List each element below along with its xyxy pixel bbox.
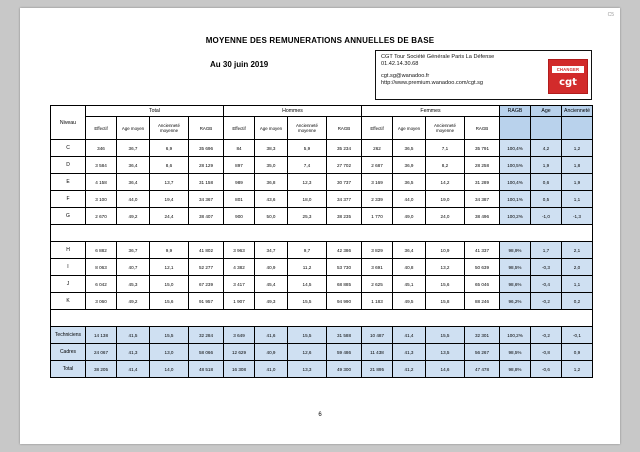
header-extra-age: Age <box>531 106 562 117</box>
cell: 67 239 <box>189 276 224 293</box>
cell: 32 301 <box>465 327 500 344</box>
cell: 56 267 <box>465 344 500 361</box>
table-row <box>51 140 593 157</box>
cell: 38 205 <box>86 361 117 378</box>
cell: 36,8 <box>255 174 288 191</box>
cell-highlight: -0,8 <box>531 344 562 361</box>
cell-highlight: 4,2 <box>531 140 562 157</box>
cell: 801 <box>224 191 255 208</box>
cell-highlight: 0,2 <box>562 293 593 310</box>
cell: 36,7 <box>117 140 150 157</box>
table-row <box>51 242 593 259</box>
cell: 88 246 <box>465 293 500 310</box>
header-total: Total <box>86 106 224 117</box>
cell: 36,4 <box>393 242 426 259</box>
cell: 40,9 <box>255 344 288 361</box>
cell: 14,2 <box>426 174 465 191</box>
page-number: 6 <box>318 412 322 418</box>
cgt-logo-icon <box>548 59 588 94</box>
cell: 36,4 <box>117 157 150 174</box>
cell-highlight: 1,2 <box>562 140 593 157</box>
cell: 30 737 <box>327 174 362 191</box>
cell: 15,8 <box>426 293 465 310</box>
col-total-ragb: RAGB <box>189 117 224 140</box>
cell-highlight: 1,8 <box>562 157 593 174</box>
cell: 6 042 <box>86 276 117 293</box>
cell: 12,6 <box>288 344 327 361</box>
cell: 2 670 <box>86 208 117 225</box>
cell: 2 687 <box>362 157 393 174</box>
cell-highlight: 2,1 <box>562 242 593 259</box>
header-extra-ragb: RAGB <box>500 106 531 117</box>
cell: 13,3 <box>288 361 327 378</box>
document-page <box>20 8 620 444</box>
cell: 94 990 <box>327 293 362 310</box>
cell: 13,5 <box>426 344 465 361</box>
cell-highlight: 100,4% <box>500 174 531 191</box>
contact-lines <box>381 54 494 88</box>
cell: 34 377 <box>327 191 362 208</box>
col-hommes-age: Age moyen <box>255 117 288 140</box>
row-label: Cadres <box>51 344 86 361</box>
cell: 21 895 <box>362 361 393 378</box>
cell: 35 234 <box>327 140 362 157</box>
table-row <box>51 191 593 208</box>
cell: 84 <box>224 140 255 157</box>
cell: 11 438 <box>362 344 393 361</box>
col-hommes-ragb: RAGB <box>327 117 362 140</box>
cell: 91 957 <box>189 293 224 310</box>
cell: 24,0 <box>426 208 465 225</box>
cell: 3 417 <box>224 276 255 293</box>
row-label: K <box>51 293 86 310</box>
cell-highlight: -0,3 <box>531 259 562 276</box>
cell: 27 702 <box>327 157 362 174</box>
table-group-header-row <box>51 106 593 117</box>
table-spacer-row <box>51 310 593 327</box>
cell: 38,3 <box>255 140 288 157</box>
row-label: G <box>51 208 86 225</box>
cell: 15,5 <box>288 327 327 344</box>
cell: 32 284 <box>189 327 224 344</box>
cell: 45,3 <box>117 276 150 293</box>
cell: 4 158 <box>86 174 117 191</box>
cell: 38 407 <box>189 208 224 225</box>
cell: 3 169 <box>362 174 393 191</box>
contact-email: cgt.sg@wanadoo.fr <box>381 72 430 79</box>
cell: 40,9 <box>255 259 288 276</box>
cell: 35 791 <box>465 140 500 157</box>
cell-highlight: 98,5% <box>500 259 531 276</box>
cell-highlight: 100,2% <box>500 208 531 225</box>
cell: 38 235 <box>327 208 362 225</box>
table-row <box>51 276 593 293</box>
col-extra-3 <box>562 117 593 140</box>
cell-highlight: -0,2 <box>531 293 562 310</box>
cell: 14,0 <box>150 361 189 378</box>
cell: 48 518 <box>189 361 224 378</box>
cell-highlight: -0,6 <box>531 361 562 378</box>
cell-highlight: 1,9 <box>531 157 562 174</box>
cell: 49,2 <box>117 208 150 225</box>
cell: 36,5 <box>393 140 426 157</box>
cell-highlight: 96,2% <box>500 293 531 310</box>
col-femmes-anciennete: Ancienneté moyenne <box>426 117 465 140</box>
page-title: MOYENNE DES REMUNERATIONS ANNUELLES DE BASE <box>205 36 435 45</box>
cell: 28 129 <box>189 157 224 174</box>
cell: 36,4 <box>117 174 150 191</box>
cell-highlight: 100,2% <box>500 327 531 344</box>
cell: 14,6 <box>426 361 465 378</box>
col-hommes-anciennete: Ancienneté moyenne <box>288 117 327 140</box>
row-label: Total <box>51 361 86 378</box>
cell: 7,1 <box>426 140 465 157</box>
cell-highlight: 1,1 <box>562 276 593 293</box>
table-row <box>51 293 593 310</box>
cell: 44,0 <box>393 191 426 208</box>
row-label: I <box>51 259 86 276</box>
cell: 40,8 <box>393 259 426 276</box>
cell: 34,7 <box>255 242 288 259</box>
row-label: C <box>51 140 86 157</box>
cell: 41,6 <box>255 327 288 344</box>
cell-highlight: 100,1% <box>500 191 531 208</box>
cell: 34 387 <box>465 191 500 208</box>
cell: 1 907 <box>224 293 255 310</box>
cell-highlight: 98,8% <box>500 361 531 378</box>
cell: 38 496 <box>465 208 500 225</box>
row-label: D <box>51 157 86 174</box>
table-row <box>51 157 593 174</box>
cell-highlight: 98,5% <box>500 344 531 361</box>
cell-highlight: 98,9% <box>500 242 531 259</box>
cell: 13,2 <box>426 259 465 276</box>
cell: 8,2 <box>426 157 465 174</box>
col-femmes-ragb: RAGB <box>465 117 500 140</box>
cell: 9,7 <box>288 242 327 259</box>
header-hommes: Hommes <box>224 106 362 117</box>
cell: 31 158 <box>189 174 224 191</box>
cell: 897 <box>224 157 255 174</box>
cell: 40,7 <box>117 259 150 276</box>
cell: 3 584 <box>86 157 117 174</box>
contact-line-1: CGT Tour Société Générale Paris La Défense <box>381 54 495 60</box>
cell: 12,1 <box>150 259 189 276</box>
cell: 19,0 <box>426 191 465 208</box>
cell: 58 066 <box>189 344 224 361</box>
cell: 19,4 <box>150 191 189 208</box>
table-column-header-row <box>51 117 593 140</box>
cell: 16 308 <box>224 361 255 378</box>
cell-highlight: 0,6 <box>531 174 562 191</box>
cell-highlight: 2,0 <box>562 259 593 276</box>
contact-website[interactable]: http://www.premium.wanadoo.com/cgt.sg <box>381 80 483 87</box>
cell: 41 802 <box>189 242 224 259</box>
cell: 42 386 <box>327 242 362 259</box>
corner-mark: C5 <box>607 12 614 18</box>
cell: 346 <box>86 140 117 157</box>
cell: 25,3 <box>288 208 327 225</box>
cell: 41,3 <box>117 344 150 361</box>
cell: 15,5 <box>426 327 465 344</box>
cell: 34 367 <box>189 191 224 208</box>
col-total-anciennete: Ancienneté moyenne <box>150 117 189 140</box>
cell: 68 885 <box>327 276 362 293</box>
report-date: Au 30 juin 2019 <box>210 60 269 69</box>
cell: 41,4 <box>117 361 150 378</box>
cell: 65 046 <box>465 276 500 293</box>
col-femmes-age: Age moyen <box>393 117 426 140</box>
cell: 7,4 <box>288 157 327 174</box>
cell-highlight: 1,2 <box>562 361 593 378</box>
cell: 31 588 <box>327 327 362 344</box>
cell: 41 337 <box>465 242 500 259</box>
cell: 50,0 <box>255 208 288 225</box>
cell-highlight: 1,9 <box>562 174 593 191</box>
logo-top-text: CHANGER <box>552 66 584 73</box>
table-header <box>51 106 593 140</box>
contact-line-2: 01.42.14.30.68 <box>381 61 419 68</box>
row-label: H <box>51 242 86 259</box>
cell: 53 730 <box>327 259 362 276</box>
cell: 262 <box>362 140 393 157</box>
cell: 52 277 <box>189 259 224 276</box>
cell: 35 696 <box>189 140 224 157</box>
cell: 49 300 <box>327 361 362 378</box>
cell: 41,4 <box>393 327 426 344</box>
cell: 49,3 <box>255 293 288 310</box>
cell: 10 487 <box>362 327 393 344</box>
cell-highlight: -0,4 <box>531 276 562 293</box>
cell: 36,9 <box>393 157 426 174</box>
table-summary-row <box>51 361 593 378</box>
cell: 15,6 <box>150 293 189 310</box>
cell: 900 <box>224 208 255 225</box>
remuneration-table <box>50 105 593 378</box>
cell-highlight: 0,9 <box>562 344 593 361</box>
cell-highlight: -1,3 <box>562 208 593 225</box>
cell: 13,7 <box>150 174 189 191</box>
cell: 31 289 <box>465 174 500 191</box>
cell: 13,0 <box>150 344 189 361</box>
cell: 45,4 <box>255 276 288 293</box>
cell: 15,0 <box>150 276 189 293</box>
cell: 3 829 <box>362 242 393 259</box>
cell: 11,2 <box>288 259 327 276</box>
cell: 49,0 <box>393 208 426 225</box>
header-extra-anciennete: Ancienneté <box>562 106 593 117</box>
cell-highlight: -0,1 <box>562 327 593 344</box>
col-hommes-effectif: Effectif <box>224 117 255 140</box>
cell: 989 <box>224 174 255 191</box>
col-femmes-effectif: Effectif <box>362 117 393 140</box>
header-niveau: Niveau <box>51 106 86 140</box>
cell: 3 691 <box>362 259 393 276</box>
spacer-cell <box>51 225 593 242</box>
cell: 1 770 <box>362 208 393 225</box>
row-label: F <box>51 191 86 208</box>
cell: 50 639 <box>465 259 500 276</box>
cell: 49,5 <box>393 293 426 310</box>
cell-highlight: -0,2 <box>531 327 562 344</box>
cell: 3 649 <box>224 327 255 344</box>
table-row <box>51 259 593 276</box>
cell: 8 063 <box>86 259 117 276</box>
cell: 47 478 <box>465 361 500 378</box>
cell: 44,0 <box>117 191 150 208</box>
cell: 41,2 <box>393 361 426 378</box>
table-body <box>51 140 593 378</box>
cell: 1 183 <box>362 293 393 310</box>
table-summary-row <box>51 327 593 344</box>
header-femmes: Femmes <box>362 106 500 117</box>
table-summary-row <box>51 344 593 361</box>
cell: 4 382 <box>224 259 255 276</box>
row-label: Techniciens <box>51 327 86 344</box>
cell: 14,5 <box>288 276 327 293</box>
table-spacer-row <box>51 225 593 242</box>
cell: 45,1 <box>393 276 426 293</box>
cell: 41,0 <box>255 361 288 378</box>
col-total-effectif: Effectif <box>86 117 117 140</box>
cell: 5,9 <box>288 140 327 157</box>
cell: 49,2 <box>117 293 150 310</box>
cell: 28 258 <box>465 157 500 174</box>
cell-highlight: 100,4% <box>500 140 531 157</box>
row-label: E <box>51 174 86 191</box>
cell: 36,7 <box>117 242 150 259</box>
cell: 24 067 <box>86 344 117 361</box>
table-row <box>51 174 593 191</box>
cell-highlight: 0,5 <box>531 191 562 208</box>
table-row <box>51 208 593 225</box>
cell: 6,9 <box>150 140 189 157</box>
cell: 14 138 <box>86 327 117 344</box>
cell: 15,5 <box>288 293 327 310</box>
cell: 9,9 <box>150 242 189 259</box>
cell: 41,3 <box>393 344 426 361</box>
cell: 8,6 <box>150 157 189 174</box>
cell: 10,9 <box>426 242 465 259</box>
cell-highlight: 98,6% <box>500 276 531 293</box>
cell: 12,3 <box>288 174 327 191</box>
cell-highlight: 1,1 <box>562 191 593 208</box>
cell: 59 486 <box>327 344 362 361</box>
cell-highlight: 1,7 <box>531 242 562 259</box>
col-total-age: Age moyen <box>117 117 150 140</box>
cell: 3 963 <box>224 242 255 259</box>
row-label: J <box>51 276 86 293</box>
cell-highlight: -1,0 <box>531 208 562 225</box>
cell: 36,5 <box>393 174 426 191</box>
contact-box <box>375 50 592 100</box>
cell: 15,6 <box>426 276 465 293</box>
cell: 24,4 <box>150 208 189 225</box>
cell: 2 339 <box>362 191 393 208</box>
cell: 2 625 <box>362 276 393 293</box>
col-extra-1 <box>500 117 531 140</box>
cell: 43,6 <box>255 191 288 208</box>
spacer-cell <box>51 310 593 327</box>
cell: 3 100 <box>86 191 117 208</box>
cell-highlight: 100,5% <box>500 157 531 174</box>
cell: 15,5 <box>150 327 189 344</box>
cell: 3 060 <box>86 293 117 310</box>
logo-bottom-text: cgt <box>559 77 577 88</box>
cell: 18,0 <box>288 191 327 208</box>
cell: 6 882 <box>86 242 117 259</box>
cell: 35,0 <box>255 157 288 174</box>
cell: 12 629 <box>224 344 255 361</box>
col-extra-2 <box>531 117 562 140</box>
cell: 41,5 <box>117 327 150 344</box>
